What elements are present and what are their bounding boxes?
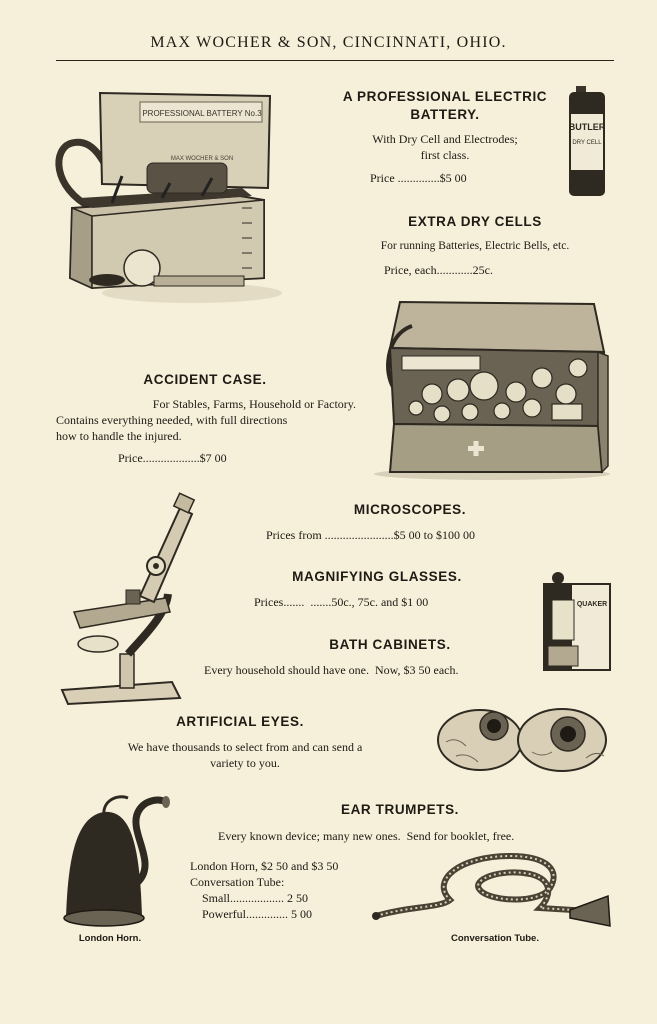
ear-line-conversation-tube: Conversation Tube: [190,875,285,889]
battery-box-illustration [52,88,282,308]
ear-line-london-horn: London Horn, $2 50 and $3 50 [190,859,339,873]
ear-trumpets-title: EAR TRUMPETS. [340,802,460,817]
accident-desc-line1: For Stables, Farms, Household or Factory. [152,397,356,411]
accident-case-description [56,396,356,444]
dry-cells-title: EXTRA DRY CELLS [408,214,542,229]
page-header: MAX WOCHER & SON, CINCINNATI, OHIO. [150,34,507,51]
artificial-eyes-illustration [436,702,612,778]
microscopes-price: Prices from .......................$5 00 to $100 00 [266,528,475,542]
battery-box-label: PROFESSIONAL BATTERY No.3 [142,109,262,118]
ear-line-small: Small.................. 2 50 [202,891,309,905]
ear-trumpets-prices [190,858,338,922]
artificial-eyes-title: ARTIFICIAL EYES. [176,714,304,729]
london-horn-illustration [58,792,174,928]
accident-desc-line3: how to handle the injured. [56,429,182,443]
bath-cabinets-title: BATH CABINETS. [329,637,451,652]
battery-title-line2: BATTERY. [410,107,480,122]
bath-cabinets-description: Every household should have one. Now, $3 50 each. [204,663,459,677]
microscope-illustration [56,494,196,708]
dry-cell-label2: DRY CELL [572,140,602,146]
header-rule [56,60,614,61]
eyes-desc-line1: We have thousands to select from and can send a [127,740,363,754]
accident-case-illustration [372,296,612,482]
dry-cells-price: Price, each............25c. [384,263,493,277]
magnifying-glasses-title: MAGNIFYING GLASSES. [292,569,462,584]
dry-cell-label1: BUTLER [568,122,606,132]
eyes-desc-line2: variety to you. [210,756,280,770]
accident-desc-line2: Contains everything needed, with full directions [56,413,288,427]
dry-cell-illustration [566,86,608,198]
magnifying-glasses-price: Prices....... .......50c., 75c. and $1 00 [254,595,429,609]
battery-price: Price ..............$5 00 [370,171,467,185]
conversation-tube-caption: Conversation Tube. [451,933,539,944]
london-horn-caption: London Horn. [78,933,142,944]
battery-desc-line2: first class. [420,148,470,162]
battery-title-line1: A PROFESSIONAL ELECTRIC [342,89,548,104]
ear-trumpets-description: Every known device; many new ones. Send for booklet, free. [218,829,515,843]
ear-line-powerful: Powerful.............. 5 00 [202,907,312,921]
artificial-eyes-description [90,739,400,771]
battery-title [320,88,570,124]
bath-cabinet-illustration [540,570,614,674]
battery-box-maker: MAX WOCHER & SON [170,156,234,162]
battery-description [335,131,555,163]
accident-case-price: Price...................$7 00 [118,451,227,465]
accident-case-title: ACCIDENT CASE. [143,372,267,387]
dry-cells-description: For running Batteries, Electric Bells, etc. [380,240,570,252]
bath-cabinet-label: QUAKER [576,601,608,608]
conversation-tube-illustration [370,850,614,932]
battery-desc-line1: With Dry Cell and Electrodes; [372,132,518,146]
microscopes-title: MICROSCOPES. [353,502,467,517]
